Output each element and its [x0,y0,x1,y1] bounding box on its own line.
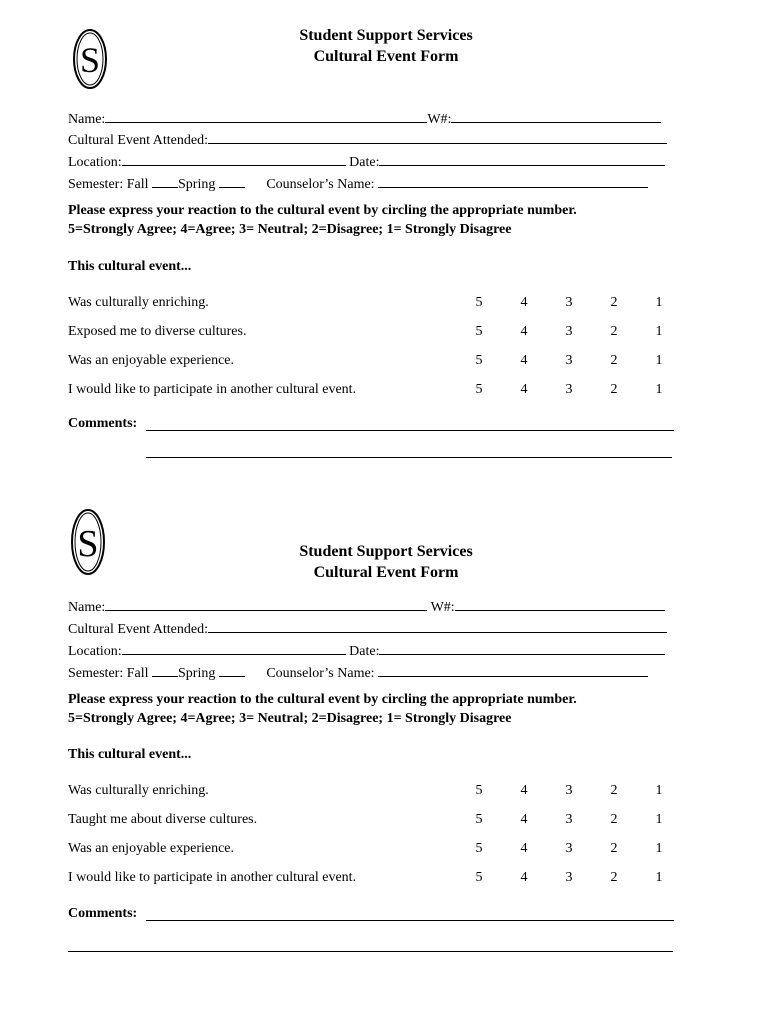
form-title: Student Support Services [299,543,473,560]
rating-option[interactable]: 1 [655,783,663,798]
rating-option[interactable]: 3 [565,783,573,798]
semester-label: Semester: Fall [68,666,149,681]
svg-text:S: S [79,40,101,80]
rating-option[interactable]: 1 [655,295,663,310]
semester-label: Semester: Fall [68,177,149,192]
comments-label: Comments: [68,906,138,921]
rating-option[interactable]: 2 [610,870,618,885]
statement-1: Was culturally enriching. [68,783,209,798]
instruction-line-1: Please express your reaction to the cultural event by circling the appropriate number. [68,203,577,218]
rating-option[interactable]: 3 [565,812,573,827]
w-number-label: W#: [427,112,452,127]
counselor-field[interactable] [378,174,648,188]
rating-option[interactable]: 5 [475,812,483,827]
semester-row [68,174,648,193]
rating-option[interactable]: 4 [520,812,528,827]
rating-option[interactable]: 2 [610,841,618,856]
location-field[interactable] [122,641,346,655]
event-label: Cultural Event Attended: [68,133,208,148]
event-row [68,619,667,638]
form-title: Student Support Services [299,27,473,44]
spring-field[interactable] [219,174,245,188]
location-field[interactable] [122,152,346,166]
name-field[interactable] [105,597,427,611]
name-label: Name: [68,112,106,127]
location-label: Location: [68,155,122,170]
location-row [68,641,665,660]
name-row [68,597,665,616]
rating-option[interactable]: 5 [475,870,483,885]
rating-option[interactable]: 4 [520,783,528,798]
rating-option[interactable]: 4 [520,295,528,310]
statement-3: Was an enjoyable experience. [68,353,235,368]
rating-option[interactable]: 3 [565,841,573,856]
rating-option[interactable]: 5 [475,783,483,798]
form-subtitle: Cultural Event Form [313,48,459,65]
w-number-field[interactable] [451,109,661,123]
rating-option[interactable]: 2 [610,812,618,827]
rating-option[interactable]: 1 [655,382,663,397]
rating-option[interactable]: 5 [475,841,483,856]
rating-option[interactable]: 2 [610,295,618,310]
rating-option[interactable]: 2 [610,353,618,368]
rating-option[interactable]: 3 [565,382,573,397]
svg-text:S: S [77,523,99,565]
statement-4: I would like to participate in another cultural event. [68,870,357,885]
fall-field[interactable] [152,174,178,188]
name-row [68,109,661,128]
rating-option[interactable]: 3 [565,870,573,885]
rating-option[interactable]: 1 [655,353,663,368]
date-label: Date: [349,155,380,170]
rating-option[interactable]: 2 [610,783,618,798]
date-field[interactable] [379,641,665,655]
counselor-field[interactable] [378,663,648,677]
date-label: Date: [349,644,380,659]
comments-line-1[interactable] [146,430,674,431]
rating-option[interactable]: 4 [520,382,528,397]
form-subtitle: Cultural Event Form [313,564,459,581]
event-label: Cultural Event Attended: [68,622,208,637]
rating-option[interactable]: 3 [565,295,573,310]
instruction-line-2: 5=Strongly Agree; 4=Agree; 3= Neutral; 2=Disagree; 1= Strongly Disagree [68,222,512,237]
event-field[interactable] [208,130,667,144]
spring-label: Spring [178,177,216,192]
rating-option[interactable]: 2 [610,382,618,397]
rating-option[interactable]: 1 [655,324,663,339]
rating-option[interactable]: 5 [475,353,483,368]
comments-line-2[interactable] [146,457,672,458]
rating-option[interactable]: 3 [565,324,573,339]
location-label: Location: [68,644,122,659]
rating-option[interactable]: 4 [520,324,528,339]
w-number-label: W#: [430,600,455,615]
rating-option[interactable]: 2 [610,324,618,339]
section-heading: This cultural event... [68,747,192,762]
rating-option[interactable]: 5 [475,382,483,397]
spring-label: Spring [178,666,216,681]
spring-field[interactable] [219,663,245,677]
counselor-label: Counselor’s Name: [266,177,375,192]
rating-option[interactable]: 5 [475,324,483,339]
fall-field[interactable] [152,663,178,677]
rating-option[interactable]: 1 [655,870,663,885]
statement-2: Exposed me to diverse cultures. [68,324,247,339]
name-label: Name: [68,600,106,615]
event-field[interactable] [208,619,667,633]
statement-1: Was culturally enriching. [68,295,209,310]
instruction-line-2: 5=Strongly Agree; 4=Agree; 3= Neutral; 2=Disagree; 1= Strongly Disagree [68,711,512,726]
rating-option[interactable]: 1 [655,841,663,856]
location-row [68,152,665,171]
rating-option[interactable]: 1 [655,812,663,827]
comments-line-2[interactable] [68,951,673,952]
instruction-line-1: Please express your reaction to the cultural event by circling the appropriate number. [68,692,577,707]
statement-4: I would like to participate in another cultural event. [68,382,357,397]
event-row [68,130,667,149]
rating-option[interactable]: 4 [520,841,528,856]
comments-label: Comments: [68,416,138,431]
statement-3: Was an enjoyable experience. [68,841,235,856]
date-field[interactable] [379,152,665,166]
section-heading: This cultural event... [68,259,192,274]
rating-option[interactable]: 5 [475,295,483,310]
comments-line-1[interactable] [146,920,674,921]
statement-2: Taught me about diverse cultures. [68,812,258,827]
w-number-field[interactable] [455,597,665,611]
s-logo-icon [72,28,108,90]
rating-option[interactable]: 3 [565,353,573,368]
semester-row [68,663,648,682]
counselor-label: Counselor’s Name: [266,666,375,681]
rating-option[interactable]: 4 [520,870,528,885]
rating-option[interactable]: 4 [520,353,528,368]
name-field[interactable] [105,109,427,123]
s-logo-icon [70,508,106,576]
